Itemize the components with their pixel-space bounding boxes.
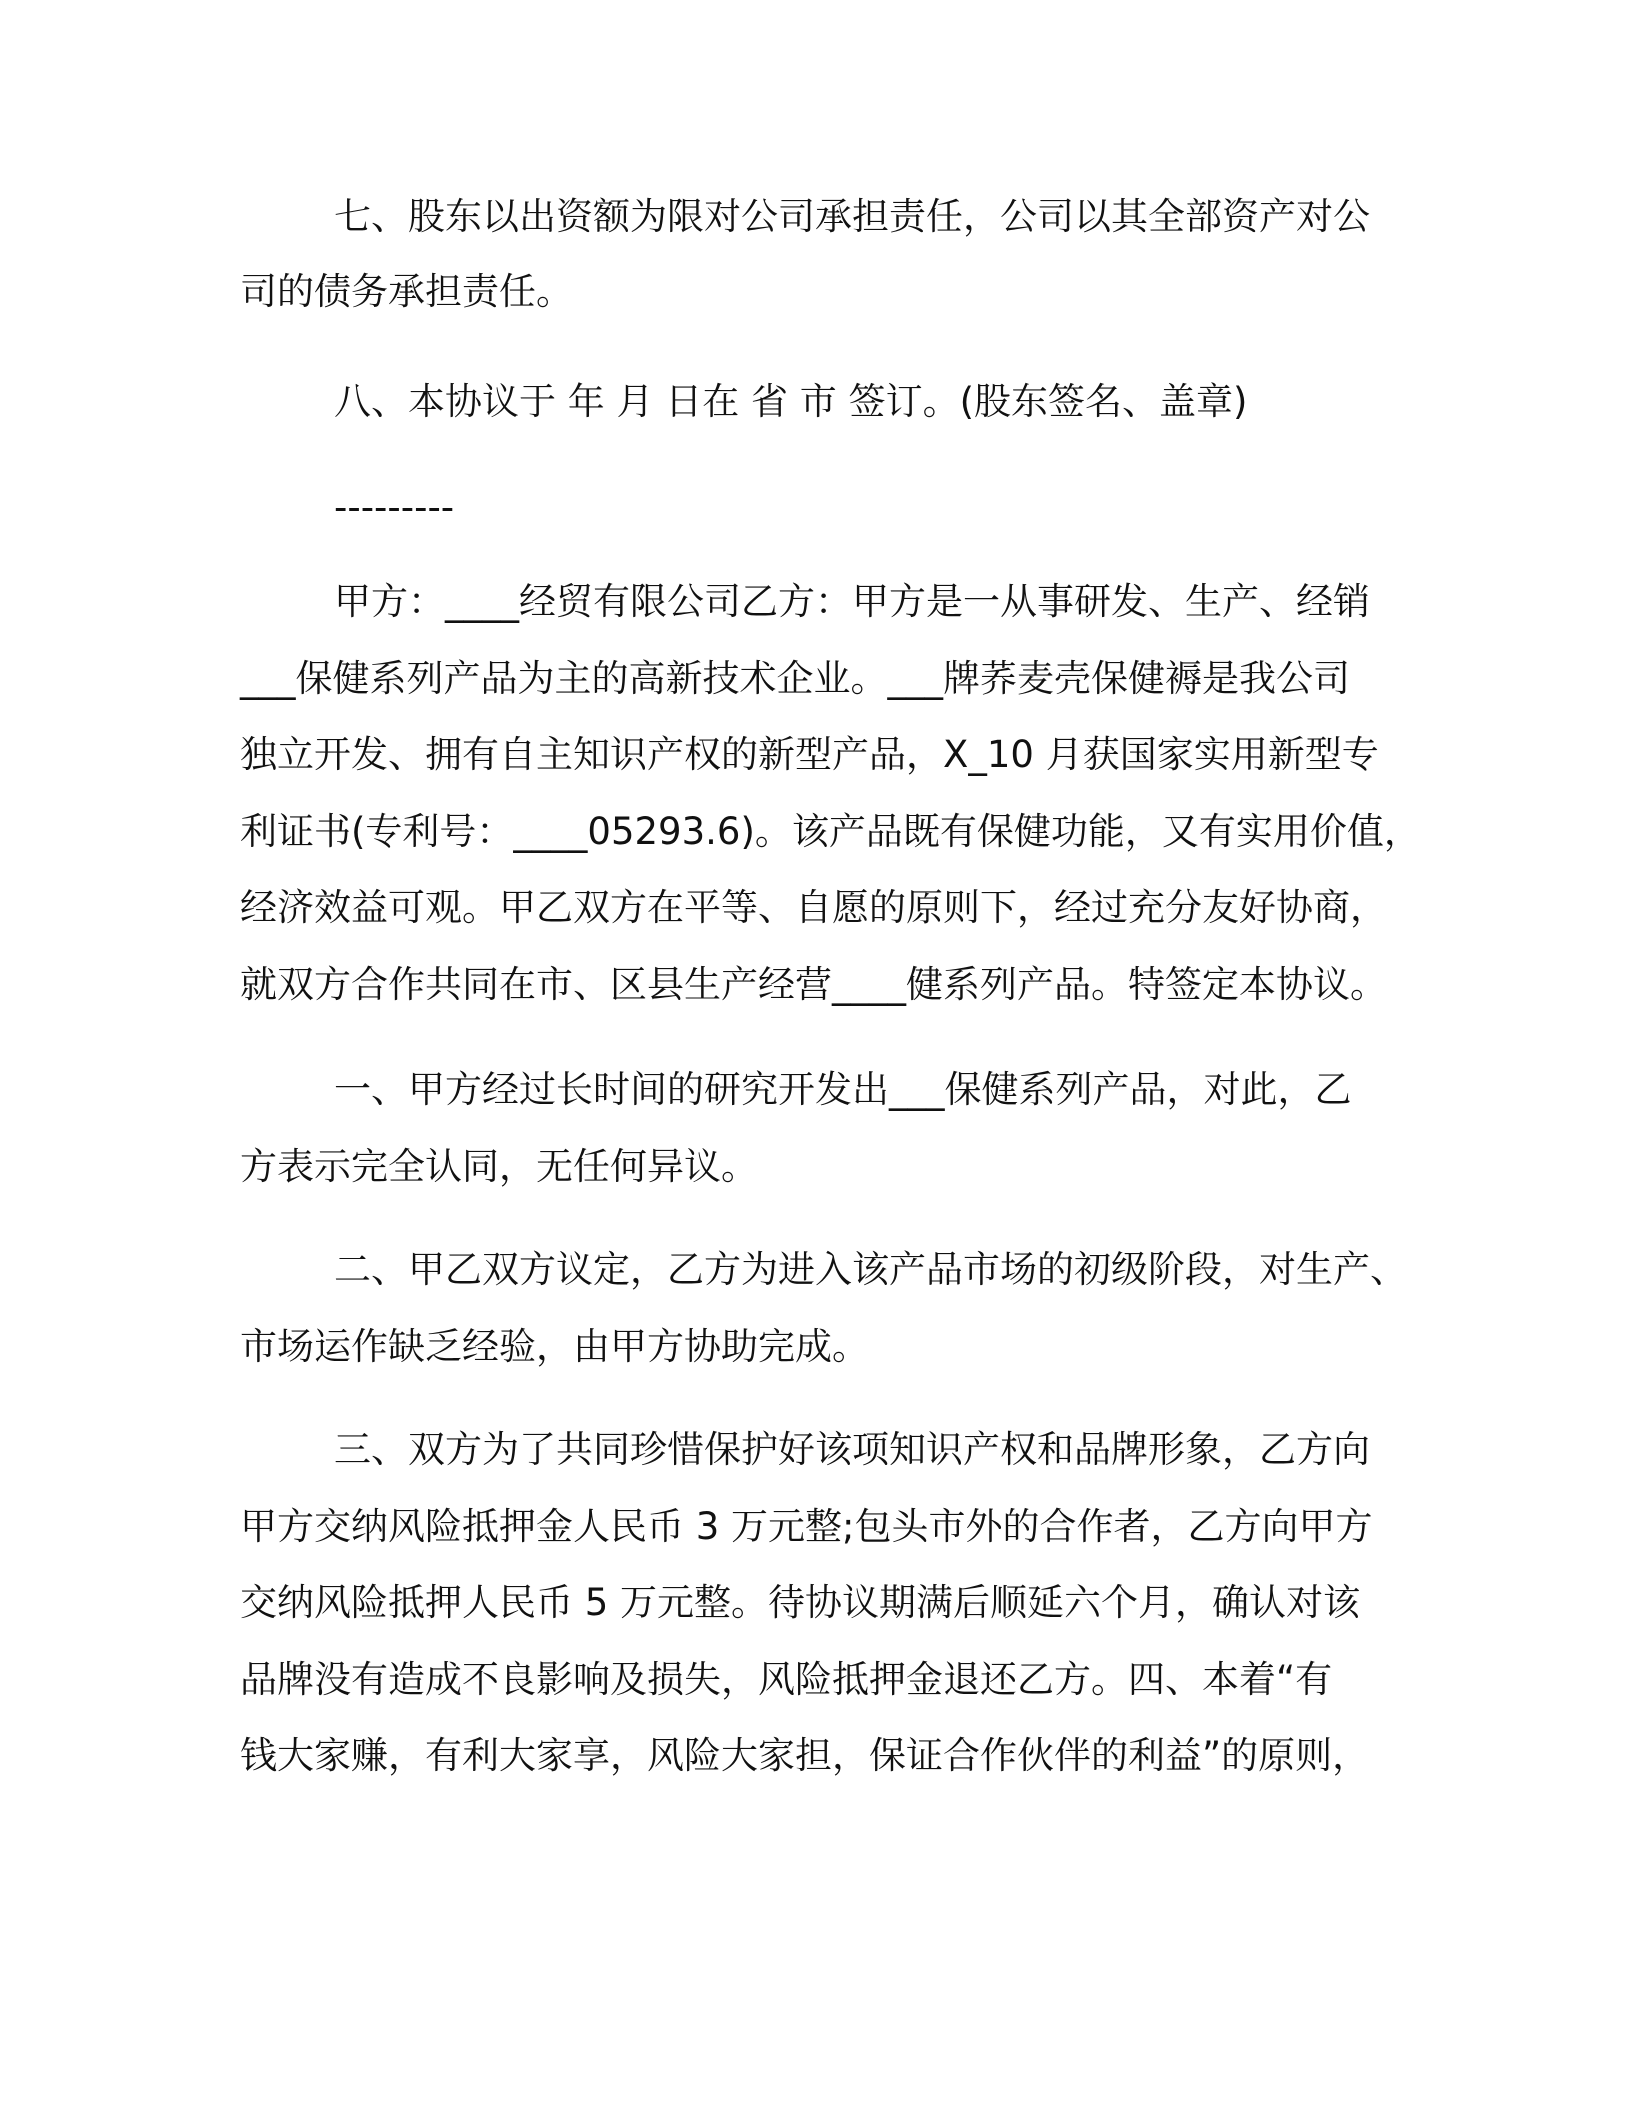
paragraph-8-line-1: 八、本协议于 年 月 日在 省 市 签订。(股东签名、盖章)	[334, 380, 1248, 423]
paragraph-7-line-2: 司的债务承担责任。	[240, 270, 573, 313]
paragraph-7-line-1: 七、股东以出资额为限对公司承担责任，公司以其全部资产对公	[334, 195, 1370, 238]
intro-line-6: 就双方合作共同在市、区县生产经营____健系列产品。特签定本协议。	[240, 963, 1387, 1006]
intro-line-2: ___保健系列产品为主的高新技术企业。___牌荞麦壳保健褥是我公司	[240, 657, 1350, 700]
clause-3-line-3: 交纳风险抵押人民币 5 万元整。待协议期满后顺延六个月，确认对该	[240, 1581, 1361, 1624]
separator-dashes: ---------	[334, 486, 455, 529]
clause-3-line-2: 甲方交纳风险抵押金人民币 3 万元整;包头市外的合作者，乙方向甲方	[240, 1505, 1373, 1548]
clause-3-line-1: 三、双方为了共同珍惜保护好该项知识产权和品牌形象，乙方向	[334, 1428, 1370, 1471]
clause-1-line-1: 一、甲方经过长时间的研究开发出___保健系列产品，对此，乙	[334, 1068, 1352, 1111]
intro-line-1: 甲方：____经贸有限公司乙方：甲方是一从事研发、生产、经销	[334, 580, 1370, 623]
intro-line-3: 独立开发、拥有自主知识产权的新型产品，X_10 月获国家实用新型专	[240, 733, 1379, 776]
clause-1-line-2: 方表示完全认同，无任何异议。	[240, 1145, 758, 1188]
clause-2-line-2: 市场运作缺乏经验，由甲方协助完成。	[240, 1325, 869, 1368]
clause-3-line-4: 品牌没有造成不良影响及损失，风险抵押金退还乙方。四、本着“有	[240, 1658, 1333, 1701]
clause-3-line-5: 钱大家赚，有利大家享，风险大家担，保证合作伙伴的利益”的原则，	[240, 1734, 1370, 1777]
intro-line-5: 经济效益可观。甲乙双方在平等、自愿的原则下，经过充分友好协商，	[240, 886, 1387, 929]
clause-2-line-1: 二、甲乙双方议定，乙方为进入该产品市场的初级阶段，对生产、	[334, 1248, 1407, 1291]
intro-line-4: 利证书(专利号：____05293.6)。该产品既有保健功能，又有实用价值，	[240, 810, 1421, 853]
